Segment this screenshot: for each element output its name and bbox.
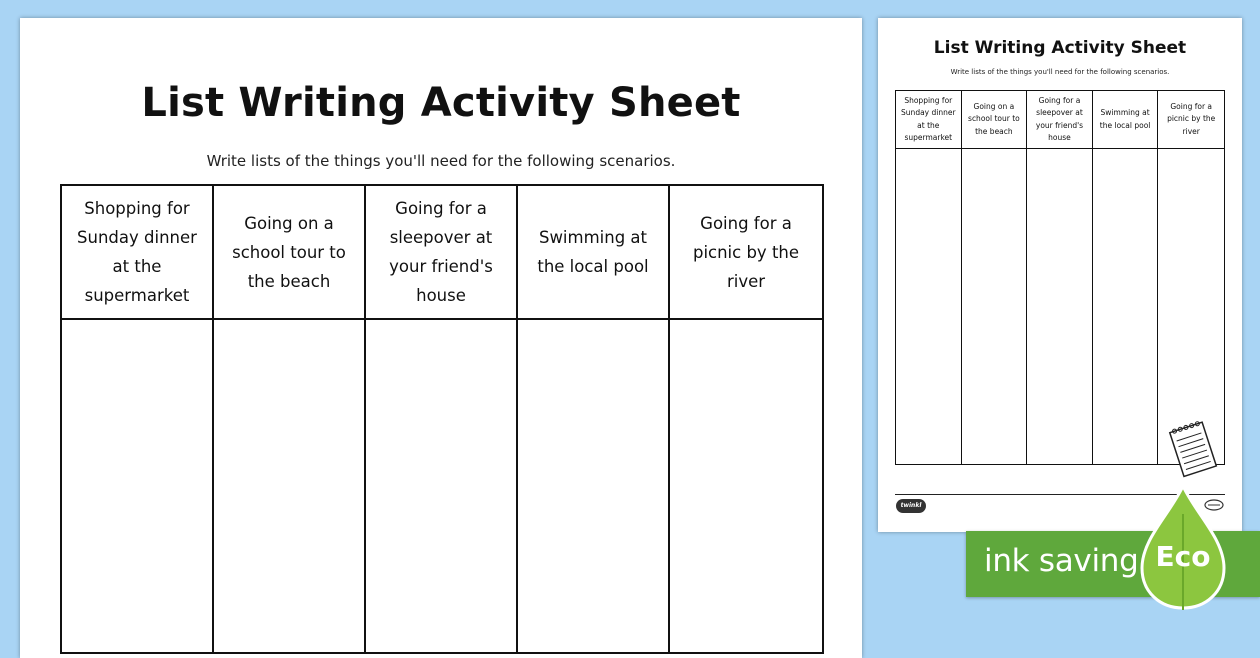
small-list-column-cell: [896, 149, 962, 464]
small-column-header-swimming: Swimming at the local pool: [1093, 91, 1159, 149]
list-column-cell: [518, 320, 670, 652]
column-header-shopping: Shopping for Sunday dinner at the supermarket: [62, 186, 214, 320]
column-header-picnic: Going for a picnic by the river: [670, 186, 822, 320]
column-header-school-tour: Going on a school tour to the beach: [214, 186, 366, 320]
list-column-cell: [366, 320, 518, 652]
notepad-icon: [1166, 416, 1222, 482]
list-column-cell: [670, 320, 822, 652]
twinkl-logo: twinkl: [896, 499, 926, 513]
small-column-header-picnic: Going for a picnic by the river: [1158, 91, 1224, 149]
small-page-subtitle: Write lists of the things you'll need for the following scenarios.: [950, 68, 1170, 76]
page-title: List Writing Activity Sheet: [141, 80, 741, 126]
small-column-header-school-tour: Going on a school tour to the beach: [962, 91, 1028, 149]
column-header-sleepover: Going for a sleepover at your friend's house: [366, 186, 518, 320]
small-list-table: [895, 90, 1225, 465]
small-list-column-cell: [1093, 149, 1159, 464]
small-page-title: List Writing Activity Sheet: [933, 38, 1187, 58]
page-subtitle: Write lists of the things you'll need for the following scenarios.: [206, 152, 676, 170]
small-worksheet-preview: [878, 18, 1242, 532]
column-header-swimming: Swimming at the local pool: [518, 186, 670, 320]
small-column-header-sleepover: Going for a sleepover at your friend's house: [1027, 91, 1093, 149]
list-column-cell: [214, 320, 366, 652]
list-column-cell: [62, 320, 214, 652]
small-list-column-cell: [1027, 149, 1093, 464]
small-list-column-cell: [962, 149, 1028, 464]
small-column-header-shopping: Shopping for Sunday dinner at the supermarket: [896, 91, 962, 149]
ink-saving-label: ink saving: [984, 543, 1139, 579]
large-worksheet-preview: [20, 18, 862, 658]
list-table: [60, 184, 824, 654]
eco-badge-label: Eco: [1155, 540, 1211, 573]
